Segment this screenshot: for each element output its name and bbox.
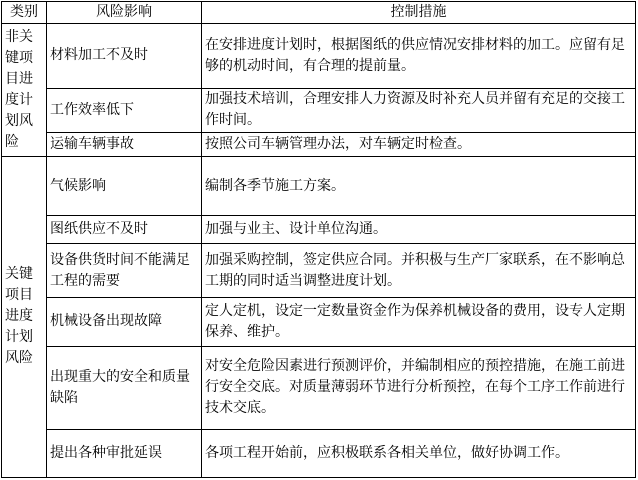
header-impact: 风险影响 xyxy=(47,2,202,24)
measure-cell: 定人定机，设定一定数量资金作为保养机械设备的费用，设专人定期保养、维护。 xyxy=(202,297,636,346)
risk-control-table xyxy=(1,1,636,478)
measure-cell: 在安排进度计划时，根据图纸的供应情况安排材料的加工。应留有足够的机动时间，有合理的提前量。 xyxy=(202,24,636,88)
impact-cell: 气候影响 xyxy=(47,156,202,215)
header-measures: 控制措施 xyxy=(202,2,636,24)
measure-cell: 编制各季节施工方案。 xyxy=(202,156,636,215)
table-row xyxy=(2,88,636,132)
impact-cell: 设备供货时间不能满足工程的需要 xyxy=(47,244,202,297)
header-category: 类别 xyxy=(2,2,47,24)
impact-cell: 材料加工不及时 xyxy=(47,24,202,88)
table-row xyxy=(2,132,636,156)
table-header-row xyxy=(2,2,636,24)
table-row xyxy=(2,244,636,297)
table-row xyxy=(2,429,636,477)
table-row xyxy=(2,297,636,346)
measure-cell: 对安全危险因素进行预测评价，并编制相应的预控措施，在施工前进行安全交底。对质量薄弱环节进行分析预控，在每个工序工作前进行技术交底。 xyxy=(202,347,636,430)
table-row xyxy=(2,216,636,244)
category-cell-noncritical: 非关键项目进度计划风险 xyxy=(2,24,47,157)
table-row xyxy=(2,156,636,215)
table-row xyxy=(2,347,636,430)
measure-cell: 加强采购控制，签定供应合同。并积极与生产厂家联系，在不影响总工期的同时适当调整进度计划。 xyxy=(202,244,636,297)
impact-cell: 工作效率低下 xyxy=(47,88,202,132)
table-row xyxy=(2,24,636,88)
impact-cell: 机械设备出现故障 xyxy=(47,297,202,346)
measure-cell: 按照公司车辆管理办法，对车辆定时检查。 xyxy=(202,132,636,156)
measure-cell: 各项工程开始前，应积极联系各相关单位，做好协调工作。 xyxy=(202,429,636,477)
impact-cell: 出现重大的安全和质量缺陷 xyxy=(47,347,202,430)
impact-cell: 提出各种审批延误 xyxy=(47,429,202,477)
measure-cell: 加强技术培训，合理安排人力资源及时补充人员并留有充足的交接工作时间。 xyxy=(202,88,636,132)
measure-cell: 加强与业主、设计单位沟通。 xyxy=(202,216,636,244)
impact-cell: 运输车辆事故 xyxy=(47,132,202,156)
category-cell-critical: 关键项目进度计划风险 xyxy=(2,156,47,477)
impact-cell: 图纸供应不及时 xyxy=(47,216,202,244)
